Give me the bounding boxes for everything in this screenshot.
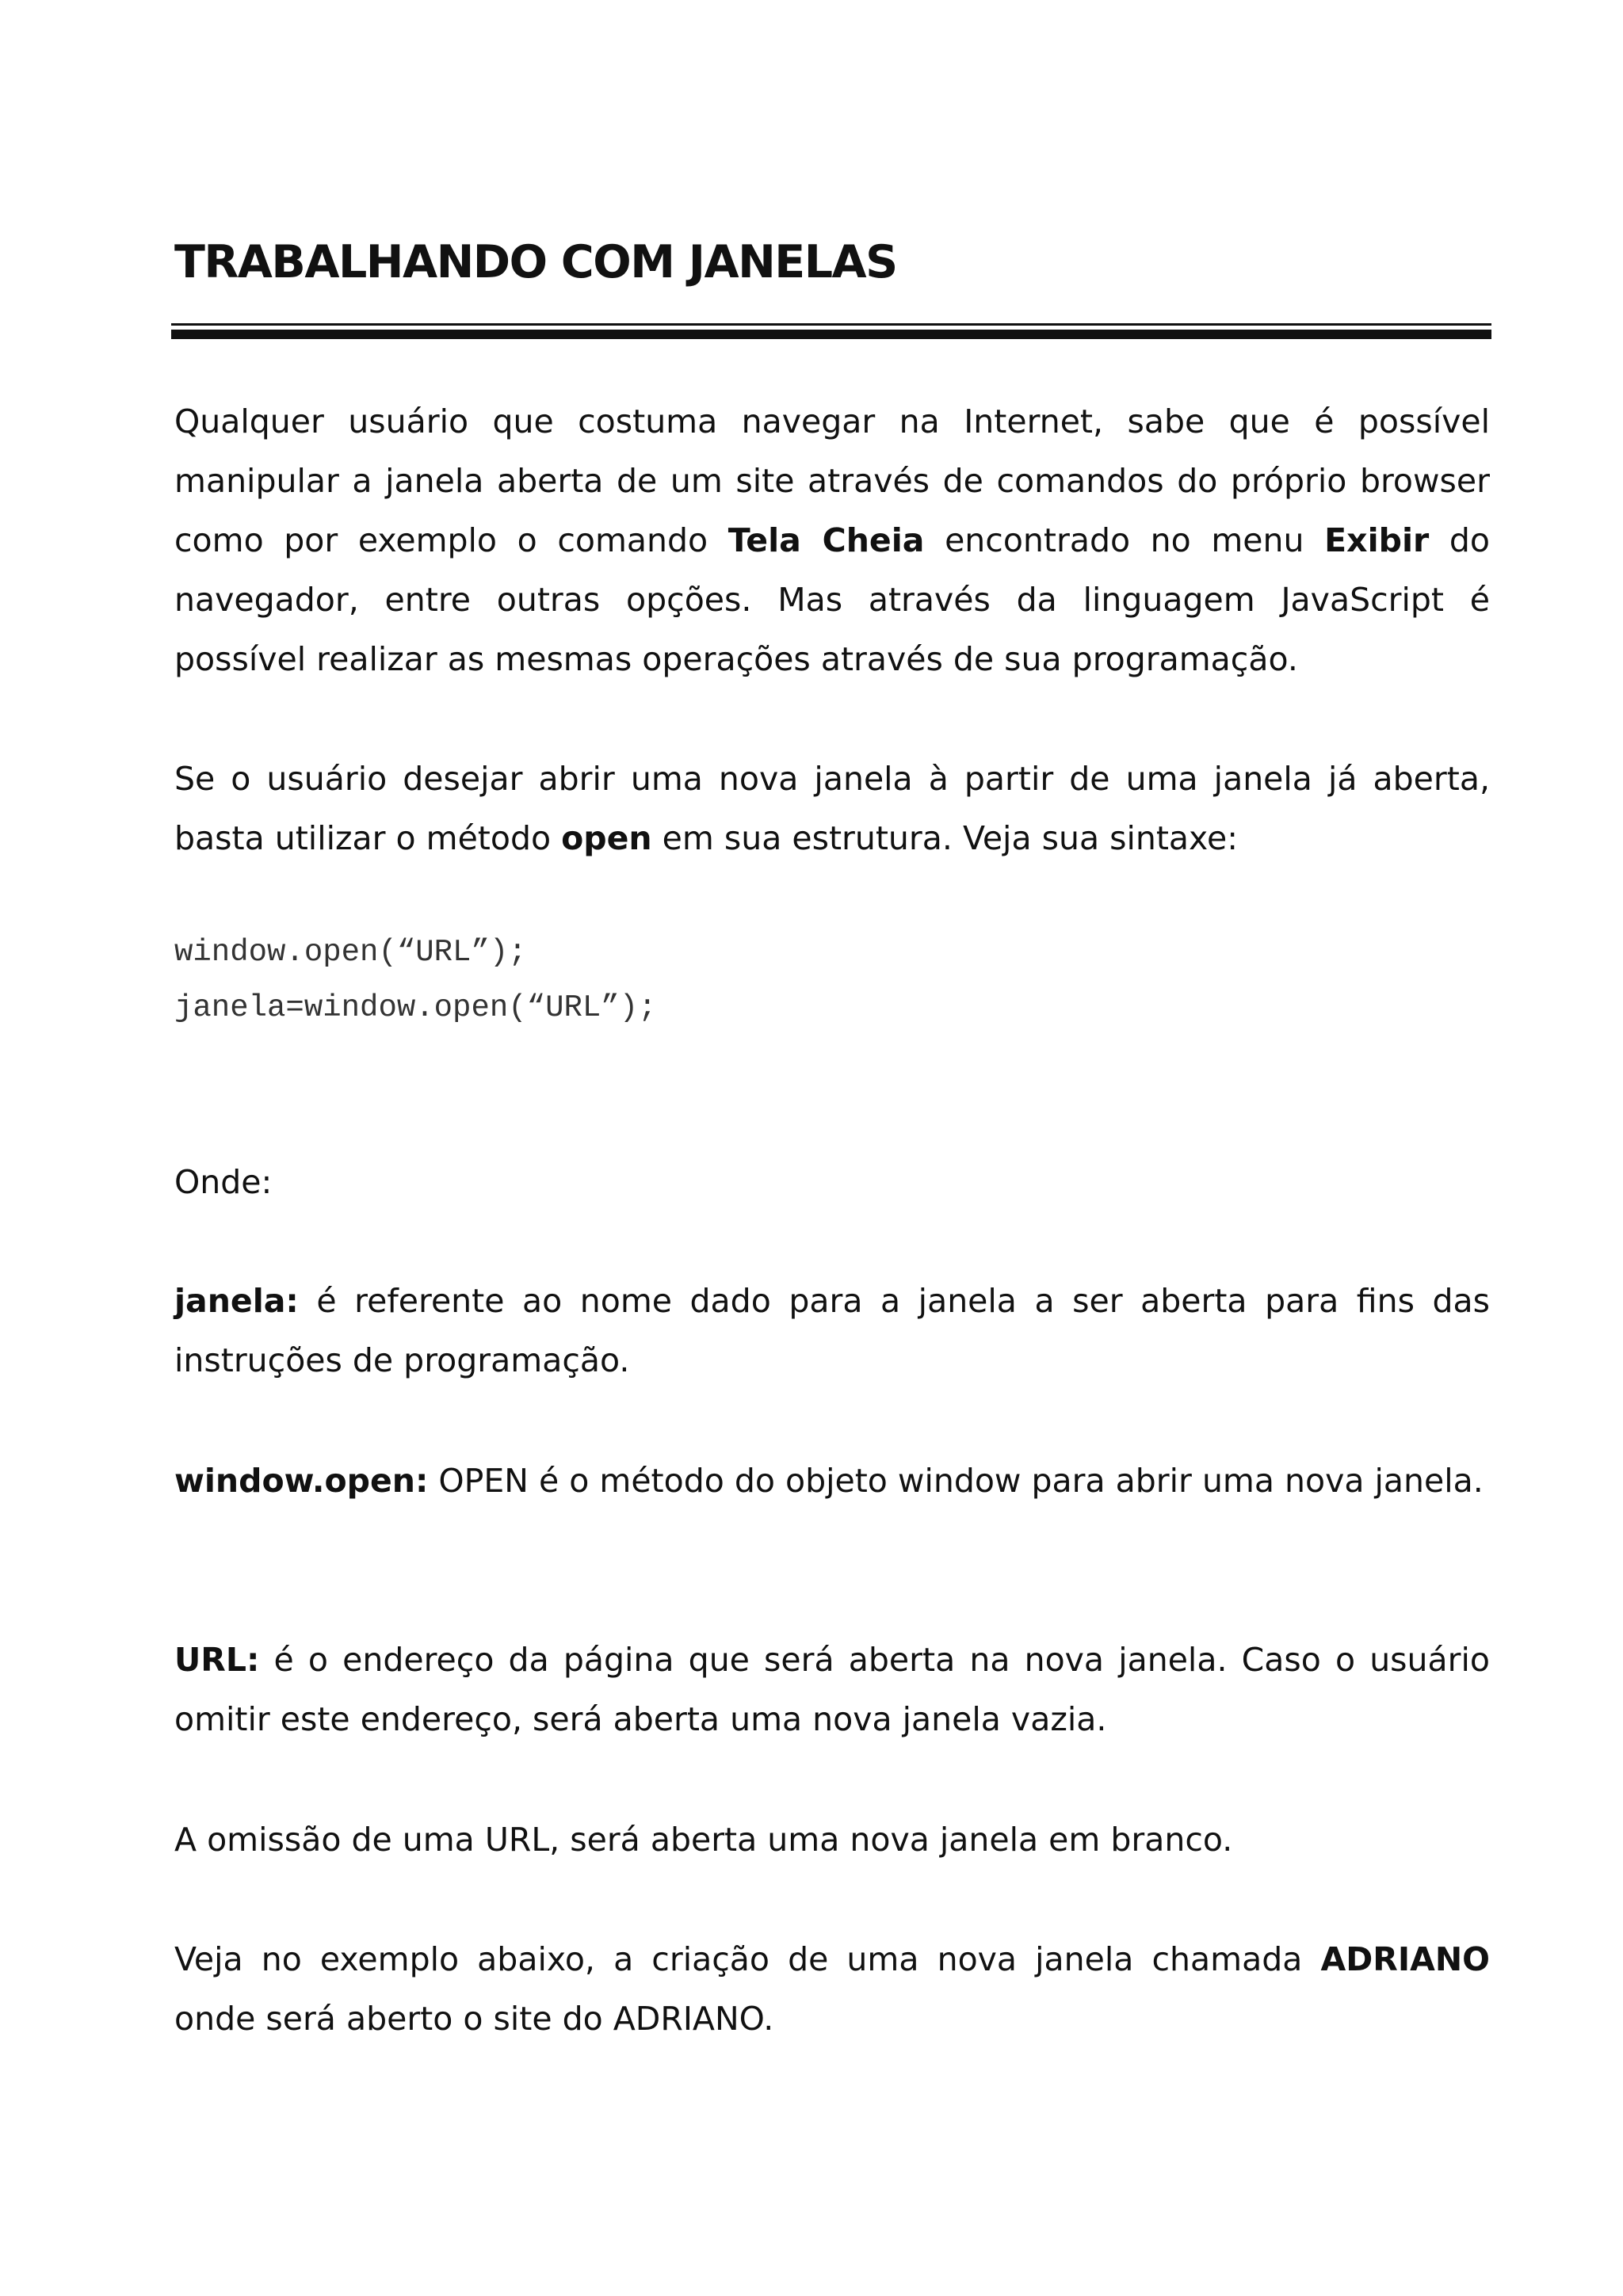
open-method-paragraph: [174, 749, 1490, 868]
example-text-2: onde será aberto o site do ADRIANO.: [174, 2000, 774, 2038]
page-title: TRABALHANDO COM JANELAS: [174, 236, 897, 288]
intro-bold-exibir: Exibir: [1324, 521, 1430, 559]
onde-label: Onde:: [174, 1163, 273, 1201]
intro-paragraph: [174, 392, 1490, 689]
intro-text-2: encontrado no menu: [924, 521, 1325, 559]
definition-text-window-open: OPEN é o método do objeto window para abrir uma nova janela.: [428, 1462, 1484, 1500]
example-text-1: Veja no exemplo abaixo, a criação de uma nova janela chamada: [174, 1940, 1321, 1978]
definition-janela: [174, 1272, 1490, 1390]
example-paragraph: [174, 1930, 1490, 2049]
intro-text-1: Qualquer usuário que costuma navegar na Internet, sabe que é possível manipular a janela aberta de um site através de comandos do próprio browser como por exemplo o comando: [174, 402, 1490, 559]
definition-term-url: URL:: [174, 1641, 260, 1679]
intro-bold-tela-cheia: Tela Cheia: [727, 521, 925, 559]
code-line-1: window.open(“URL”);: [174, 935, 527, 970]
definition-term-window-open: window.open:: [174, 1462, 429, 1500]
open-text-1: Se o usuário desejar abrir uma nova janela à partir de uma janela já aberta, basta utilizar o método: [174, 760, 1490, 857]
omission-paragraph: A omissão de uma URL, será aberta uma nova janela em branco.: [174, 1821, 1233, 1859]
code-line-2: janela=window.open(“URL”);: [174, 990, 657, 1025]
definition-window-open: [174, 1451, 1490, 1511]
title-divider-thin: [171, 323, 1491, 326]
definition-url: [174, 1630, 1490, 1749]
example-bold-adriano: ADRIANO: [1320, 1940, 1490, 1978]
definition-term-janela: janela:: [174, 1282, 299, 1320]
title-divider-thick: [171, 330, 1491, 339]
open-bold-open: open: [561, 819, 652, 857]
intro-text-3: do navegador, entre outras opções. Mas através da linguagem JavaScript é possível realizar as mesmas operações através de sua programação.: [174, 521, 1490, 678]
definition-text-janela: é referente ao nome dado para a janela a ser aberta para fins das instruções de programação.: [174, 1282, 1490, 1379]
open-text-2: em sua estrutura. Veja sua sintaxe:: [651, 819, 1239, 857]
definition-text-url: é o endereço da página que será aberta na nova janela. Caso o usuário omitir este endereço, será aberta uma nova janela vazia.: [174, 1641, 1490, 1738]
